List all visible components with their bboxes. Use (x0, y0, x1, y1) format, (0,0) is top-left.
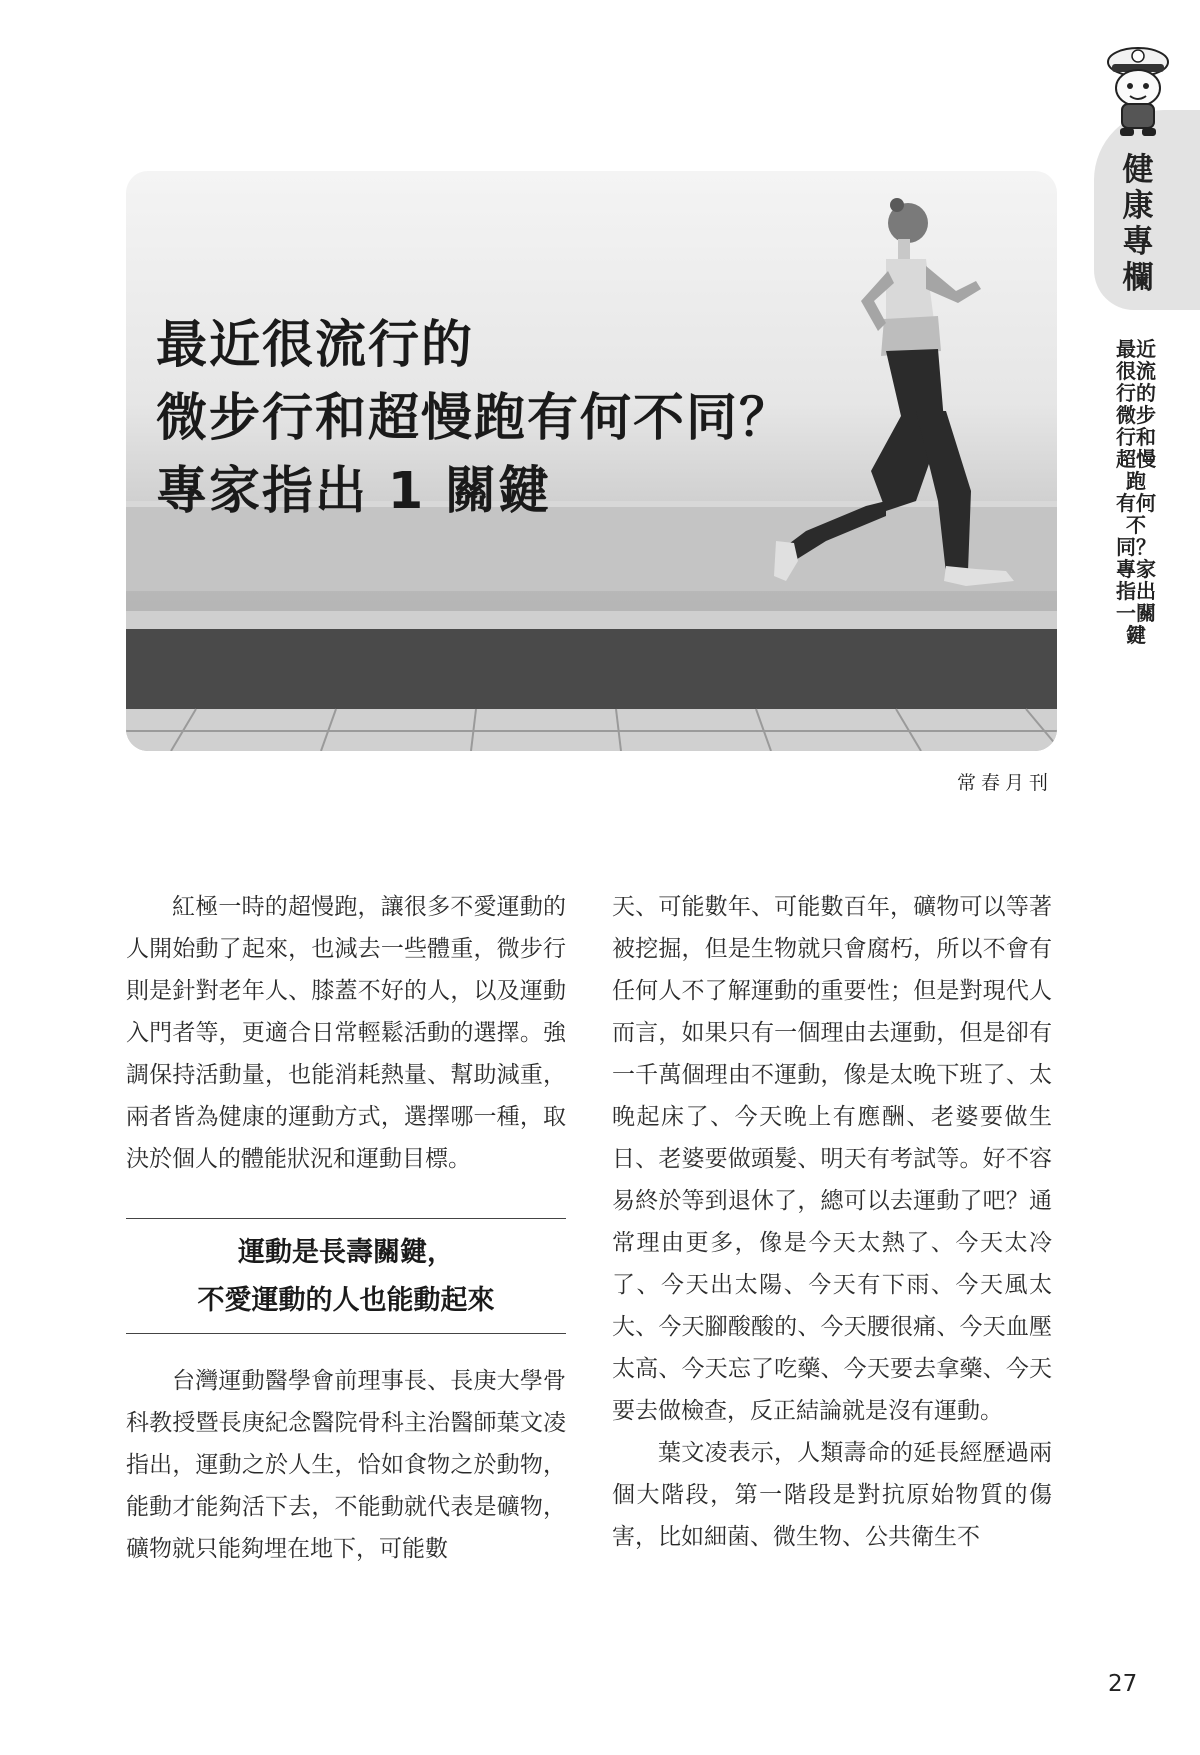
police-mascot-icon (1100, 42, 1176, 146)
hero-image (126, 171, 1057, 751)
paragraph: 天、可能數年、可能數百年，礦物可以等著被挖掘，但是生物就只會腐朽，所以不會有任何人不了解運動的重要性；但是對現代人而言，如果只有一個理由去運動，但是卻有一千萬個理由不運動，像是太晚下班了、太晚起床了、今天晚上有應酬、老婆要做生日、老婆要做頭髮、明天有考試等。好不容易終於等到退休了，總可以去運動了吧？通常理由更多，像是今天太熱了、今天太冷了、今天出太陽、今天有下雨、今天風太大、今天腳酸酸的、今天腰很痛、今天血壓太高、今天忘了吃藥、今天要去拿藥、今天要去做檢查，反正結論就是沒有運動。 (612, 894, 1052, 1424)
paragraph: 台灣運動醫學會前理事長、長庚大學骨科教授暨長庚紀念醫院骨科主治醫師葉文凌指出，運動之於人生，恰如食物之於動物，能動才能夠活下去，不能動就代表是礦物，礦物就只能夠埋在地下，可能數 (126, 1368, 566, 1562)
paragraph: 葉文凌表示，人類壽命的延長經歷過兩個大階段，第一階段是對抗原始物質的傷害，比如細菌、微生物、公共衛生不 (612, 1440, 1052, 1550)
page-number: 27 (1108, 1671, 1138, 1697)
paragraph: 紅極一時的超慢跑，讓很多不愛運動的人開始動了起來，也減去一些體重，微步行則是針對老年人、膝蓋不好的人，以及運動入門者等，更適合日常輕鬆活動的選擇。強調保持活動量，也能消耗熱量、幫助減重，兩者皆為健康的運動方式，選擇哪一種，取決於個人的體能狀況和運動目標。 (126, 894, 566, 1172)
article-left-column (126, 886, 566, 1570)
subheading-line-1: 運動是長壽關鍵， (238, 1237, 454, 1268)
headline (156, 309, 792, 528)
source-credit: 常春月刊 (956, 772, 1053, 794)
side-running-title: 最近很流行的微步行和超慢跑 有何不同？專家指出一關鍵 (1116, 337, 1156, 647)
section-subheading (126, 1218, 566, 1334)
subheading-line-2: 不愛運動的人也能動起來 (197, 1285, 495, 1316)
headline-line-2: 微步行和超慢跑有何不同？ (156, 389, 793, 448)
section-tab-label: 健康專欄 (1122, 152, 1154, 296)
headline-line-3: 專家指出 1 關鍵 (156, 462, 551, 521)
headline-line-1: 最近很流行的 (156, 316, 475, 375)
article-right-column (612, 886, 1052, 1558)
